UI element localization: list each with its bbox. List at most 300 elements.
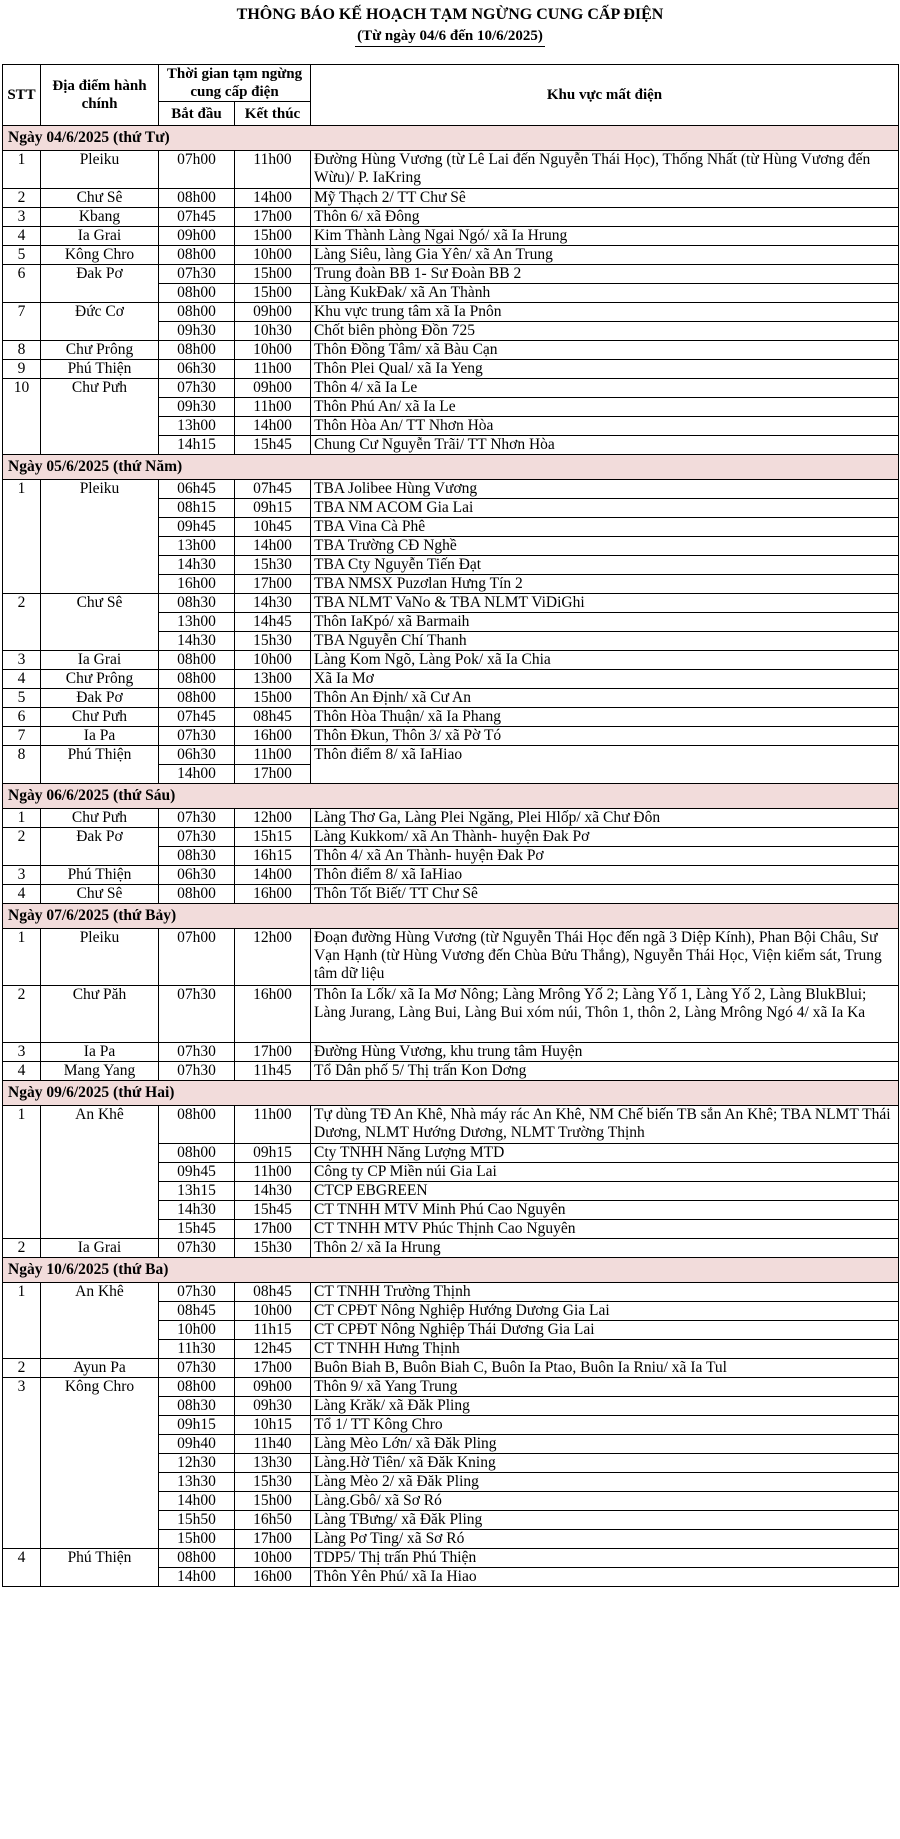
row-area: Thôn Phú An/ xã Ia Le	[311, 398, 899, 417]
row-end-time: 15h00	[235, 689, 311, 708]
row-end-time: 08h45	[235, 1283, 311, 1302]
day-header-row	[3, 455, 899, 480]
row-area: Làng Pơ Ting/ xã Sơ Ró	[311, 1530, 899, 1549]
row-end-time: 13h30	[235, 1454, 311, 1473]
row-end-time: 12h00	[235, 929, 311, 986]
row-location: Pleiku	[41, 480, 159, 594]
row-start-time: 13h15	[159, 1182, 235, 1201]
table-row	[3, 828, 899, 847]
row-start-time: 07h30	[159, 379, 235, 398]
row-area: TDP5/ Thị trấn Phú Thiện	[311, 1549, 899, 1568]
row-end-time: 10h15	[235, 1416, 311, 1435]
row-start-time: 07h30	[159, 809, 235, 828]
day-header-row	[3, 1081, 899, 1106]
table-body	[3, 126, 899, 1587]
day-label: Ngày 10/6/2025 (thứ Ba)	[3, 1258, 899, 1283]
row-end-time: 11h00	[235, 360, 311, 379]
row-end-time: 10h00	[235, 246, 311, 265]
row-start-time: 06h45	[159, 480, 235, 499]
row-start-time: 07h30	[159, 1283, 235, 1302]
header-start: Bắt đầu	[159, 102, 235, 126]
row-start-time: 14h00	[159, 1568, 235, 1587]
row-end-time: 09h15	[235, 499, 311, 518]
row-stt: 2	[3, 986, 41, 1043]
day-header-row	[3, 904, 899, 929]
row-end-time: 17h00	[235, 1530, 311, 1549]
row-location: Đức Cơ	[41, 303, 159, 341]
day-label: Ngày 04/6/2025 (thứ Tư)	[3, 126, 899, 151]
row-start-time: 07h30	[159, 1043, 235, 1062]
row-area: Làng Kom Ngõ, Làng Pok/ xã Ia Chia	[311, 651, 899, 670]
row-area: Thôn An Định/ xã Cư An	[311, 689, 899, 708]
row-location: Phú Thiện	[41, 360, 159, 379]
row-location: Kông Chro	[41, 1378, 159, 1549]
row-end-time: 11h00	[235, 151, 311, 189]
row-start-time: 14h00	[159, 765, 235, 784]
row-start-time: 09h45	[159, 518, 235, 537]
table-row	[3, 1378, 899, 1397]
row-area: Làng Thơ Ga, Làng Plei Ngăng, Plei Hlốp/ xã Chư Đôn	[311, 809, 899, 828]
row-location: Ia Pa	[41, 727, 159, 746]
row-stt: 1	[3, 151, 41, 189]
row-start-time: 06h30	[159, 866, 235, 885]
row-start-time: 08h00	[159, 303, 235, 322]
row-start-time: 08h30	[159, 847, 235, 866]
row-start-time: 07h30	[159, 986, 235, 1043]
row-start-time: 15h45	[159, 1220, 235, 1239]
row-stt: 5	[3, 246, 41, 265]
row-start-time: 07h30	[159, 1359, 235, 1378]
row-stt: 3	[3, 1043, 41, 1062]
row-location: Chư Sê	[41, 189, 159, 208]
row-end-time: 15h30	[235, 632, 311, 651]
row-start-time: 15h50	[159, 1511, 235, 1530]
row-area: Làng.Gbô/ xã Sơ Ró	[311, 1492, 899, 1511]
row-location: Chư Prông	[41, 670, 159, 689]
row-end-time: 14h45	[235, 613, 311, 632]
row-stt: 6	[3, 265, 41, 303]
row-end-time: 11h00	[235, 1106, 311, 1144]
row-end-time: 15h00	[235, 284, 311, 303]
table-row	[3, 360, 899, 379]
row-end-time: 14h00	[235, 866, 311, 885]
row-start-time: 08h15	[159, 499, 235, 518]
row-end-time: 10h45	[235, 518, 311, 537]
row-start-time: 08h45	[159, 1302, 235, 1321]
row-area: Thôn Đkun, Thôn 3/ xã Pờ Tó	[311, 727, 899, 746]
row-start-time: 08h00	[159, 284, 235, 303]
table-row	[3, 208, 899, 227]
row-area: TBA NLMT VaNo & TBA NLMT ViDiGhi	[311, 594, 899, 613]
row-start-time: 07h30	[159, 828, 235, 847]
row-area: Thôn 4/ xã Ia Le	[311, 379, 899, 398]
row-start-time: 14h30	[159, 632, 235, 651]
table-row	[3, 727, 899, 746]
row-area: TBA Cty Nguyễn Tiến Đạt	[311, 556, 899, 575]
row-end-time: 16h15	[235, 847, 311, 866]
table-row	[3, 885, 899, 904]
row-area: CT CPĐT Nông Nghiệp Hướng Dương Gia Lai	[311, 1302, 899, 1321]
row-stt: 3	[3, 651, 41, 670]
row-end-time: 09h30	[235, 1397, 311, 1416]
row-stt: 2	[3, 594, 41, 651]
table-row	[3, 1549, 899, 1568]
row-end-time: 08h45	[235, 708, 311, 727]
row-area: Thôn Yên Phú/ xã Ia Hiao	[311, 1568, 899, 1587]
row-start-time: 08h00	[159, 1549, 235, 1568]
header-end: Kết thúc	[235, 102, 311, 126]
row-area: Làng Mèo 2/ xã Đăk Pling	[311, 1473, 899, 1492]
row-location: Pleiku	[41, 929, 159, 986]
row-location: Ayun Pa	[41, 1359, 159, 1378]
day-header-row	[3, 126, 899, 151]
row-start-time: 08h00	[159, 341, 235, 360]
row-area: Thôn 9/ xã Yang Trung	[311, 1378, 899, 1397]
row-start-time: 08h00	[159, 189, 235, 208]
row-end-time: 16h00	[235, 727, 311, 746]
row-end-time: 12h00	[235, 809, 311, 828]
row-stt: 9	[3, 360, 41, 379]
row-start-time: 14h15	[159, 436, 235, 455]
table-row	[3, 1062, 899, 1081]
row-start-time: 08h00	[159, 885, 235, 904]
day-header-row	[3, 1258, 899, 1283]
row-area: Thôn Ia Lốk/ xã Ia Mơ Nông; Làng Mrông Yố 2; Làng Yố 1, Làng Yố 2, Làng BlukBlui; Làng Jurang, Làng Bui, Làng Bui xóm núi, Thôn 1, thôn 2, Làng Mrông Ngó 4/ xã Ia Ka	[311, 986, 899, 1043]
row-area: TBA Jolibee Hùng Vương	[311, 480, 899, 499]
row-area: Cty TNHH Năng Lượng MTD	[311, 1144, 899, 1163]
row-end-time: 17h00	[235, 1043, 311, 1062]
row-location: Phú Thiện	[41, 866, 159, 885]
row-end-time: 14h00	[235, 189, 311, 208]
row-end-time: 10h00	[235, 651, 311, 670]
table-row	[3, 265, 899, 284]
row-end-time: 15h30	[235, 1239, 311, 1258]
table-row	[3, 303, 899, 322]
table-row	[3, 189, 899, 208]
table-header	[3, 65, 899, 126]
row-area: Thôn 6/ xã Đông	[311, 208, 899, 227]
row-stt: 3	[3, 208, 41, 227]
row-stt: 4	[3, 1549, 41, 1587]
row-area: Buôn Biah B, Buôn Biah C, Buôn Ia Ptao, Buôn Ia Rniu/ xã Ia Tul	[311, 1359, 899, 1378]
row-area: Tự dùng TĐ An Khê, Nhà máy rác An Khê, NM Chế biến TB sắn An Khê; TBA NLMT Thái Dương, NLMT Hướng Dương, NLMT Trường Thịnh	[311, 1106, 899, 1144]
row-location: An Khê	[41, 1106, 159, 1239]
row-area: Khu vực trung tâm xã Ia Pnôn	[311, 303, 899, 322]
table-row	[3, 1043, 899, 1062]
row-area: Thôn Hòa An/ TT Nhơn Hòa	[311, 417, 899, 436]
row-location: Chư Pưh	[41, 379, 159, 455]
row-stt: 3	[3, 866, 41, 885]
row-start-time: 13h00	[159, 537, 235, 556]
row-start-time: 07h00	[159, 151, 235, 189]
row-area: Chốt biên phòng Đồn 725	[311, 322, 899, 341]
row-area: Đoạn đường Hùng Vương (từ Nguyễn Thái Học đến ngã 3 Diệp Kính), Phan Bội Châu, Sư Vạn Hạnh (từ Hùng Vương đến Chùa Bửu Thắng), Nguyễn Thái Học, Viện kiểm sát, Trung tâm dữ liệu	[311, 929, 899, 986]
row-start-time: 07h00	[159, 929, 235, 986]
row-end-time: 17h00	[235, 1220, 311, 1239]
row-stt: 7	[3, 303, 41, 341]
row-location: Kbang	[41, 208, 159, 227]
row-stt: 1	[3, 929, 41, 986]
row-location: Phú Thiện	[41, 746, 159, 784]
day-label: Ngày 05/6/2025 (thứ Năm)	[3, 455, 899, 480]
day-label: Ngày 09/6/2025 (thứ Hai)	[3, 1081, 899, 1106]
row-end-time: 10h30	[235, 322, 311, 341]
row-stt: 5	[3, 689, 41, 708]
row-end-time: 15h00	[235, 265, 311, 284]
table-row	[3, 480, 899, 499]
row-area: TBA Vina Cà Phê	[311, 518, 899, 537]
row-location: Chư Pưh	[41, 708, 159, 727]
page-subtitle: (Từ ngày 04/6 đến 10/6/2025)	[355, 26, 545, 47]
row-start-time: 10h00	[159, 1321, 235, 1340]
row-location: Chư Păh	[41, 986, 159, 1043]
row-end-time: 10h00	[235, 1549, 311, 1568]
row-area: Đường Hùng Vương, khu trung tâm Huyện	[311, 1043, 899, 1062]
row-stt: 1	[3, 480, 41, 594]
row-location: Đak Pơ	[41, 265, 159, 303]
row-start-time: 08h00	[159, 1106, 235, 1144]
row-end-time: 15h30	[235, 1473, 311, 1492]
row-area: Chung Cư Nguyễn Trãi/ TT Nhơn Hòa	[311, 436, 899, 455]
row-start-time: 07h30	[159, 727, 235, 746]
row-end-time: 17h00	[235, 575, 311, 594]
row-end-time: 17h00	[235, 1359, 311, 1378]
row-start-time: 14h00	[159, 1492, 235, 1511]
row-area: Làng.Hờ Tiên/ xã Đăk Kning	[311, 1454, 899, 1473]
row-area: Thôn Đồng Tâm/ xã Bàu Cạn	[311, 341, 899, 360]
row-start-time: 08h00	[159, 651, 235, 670]
row-stt: 1	[3, 1283, 41, 1359]
table-row	[3, 246, 899, 265]
table-row	[3, 929, 899, 986]
row-area: TBA NM ACOM Gia Lai	[311, 499, 899, 518]
row-location: An Khê	[41, 1283, 159, 1359]
row-start-time: 08h30	[159, 594, 235, 613]
row-stt: 8	[3, 341, 41, 360]
row-start-time: 13h00	[159, 613, 235, 632]
row-area: Thôn IaKpó/ xã Barmaih	[311, 613, 899, 632]
row-stt: 4	[3, 1062, 41, 1081]
row-area: Xã Ia Mơ	[311, 670, 899, 689]
table-row	[3, 866, 899, 885]
row-end-time: 15h00	[235, 227, 311, 246]
header-area: Khu vực mất điện	[311, 65, 899, 126]
header-location: Địa điểm hành chính	[41, 65, 159, 126]
row-start-time: 08h00	[159, 670, 235, 689]
row-start-time: 06h30	[159, 746, 235, 765]
row-area: Thôn Tốt Biết/ TT Chư Sê	[311, 885, 899, 904]
row-stt: 6	[3, 708, 41, 727]
row-end-time: 15h45	[235, 1201, 311, 1220]
table-row	[3, 708, 899, 727]
row-area: Đường Hùng Vương (từ Lê Lai đến Nguyễn Thái Học), Thống Nhất (từ Hùng Vương đến Wừu)/ P. IaKring	[311, 151, 899, 189]
row-area: CT TNHH Trường Thịnh	[311, 1283, 899, 1302]
row-start-time: 07h30	[159, 1239, 235, 1258]
row-end-time: 15h15	[235, 828, 311, 847]
row-location: Ia Grai	[41, 227, 159, 246]
row-area: CTCP EBGREEN	[311, 1182, 899, 1201]
row-end-time: 09h00	[235, 303, 311, 322]
table-row	[3, 1106, 899, 1144]
row-end-time: 09h00	[235, 1378, 311, 1397]
row-area: Làng KukĐak/ xã An Thành	[311, 284, 899, 303]
table-row	[3, 986, 899, 1043]
row-end-time: 16h00	[235, 885, 311, 904]
row-start-time: 09h40	[159, 1435, 235, 1454]
row-start-time: 08h00	[159, 689, 235, 708]
row-area: Làng TBưng/ xã Đăk Pling	[311, 1511, 899, 1530]
row-location: Đak Pơ	[41, 828, 159, 866]
row-location: Mang Yang	[41, 1062, 159, 1081]
row-end-time: 14h00	[235, 417, 311, 436]
row-end-time: 15h45	[235, 436, 311, 455]
table-row	[3, 689, 899, 708]
row-start-time: 07h30	[159, 265, 235, 284]
row-location: Chư Sê	[41, 594, 159, 651]
day-label: Ngày 07/6/2025 (thứ Bảy)	[3, 904, 899, 929]
row-stt: 8	[3, 746, 41, 784]
row-area: Tổ Dân phố 5/ Thị trấn Kon Dơng	[311, 1062, 899, 1081]
row-stt: 4	[3, 227, 41, 246]
table-row	[3, 809, 899, 828]
row-location: Đak Pơ	[41, 689, 159, 708]
row-start-time: 11h30	[159, 1340, 235, 1359]
table-row	[3, 1239, 899, 1258]
row-area: CT TNHH MTV Phúc Thịnh Cao Nguyên	[311, 1220, 899, 1239]
row-start-time: 09h30	[159, 398, 235, 417]
row-start-time: 16h00	[159, 575, 235, 594]
row-start-time: 09h15	[159, 1416, 235, 1435]
table-row	[3, 1359, 899, 1378]
row-start-time: 06h30	[159, 360, 235, 379]
table-row	[3, 594, 899, 613]
row-location: Chư Sê	[41, 885, 159, 904]
row-end-time: 14h30	[235, 594, 311, 613]
row-area: Thôn Plei Qual/ xã Ia Yeng	[311, 360, 899, 379]
row-end-time: 15h30	[235, 556, 311, 575]
row-area: Thôn Hòa Thuận/ xã Ia Phang	[311, 708, 899, 727]
row-stt: 1	[3, 809, 41, 828]
row-area: Kim Thành Làng Ngai Ngó/ xã Ia Hrung	[311, 227, 899, 246]
row-location: Ia Pa	[41, 1043, 159, 1062]
row-start-time: 09h45	[159, 1163, 235, 1182]
row-area: Thôn 2/ xã Ia Hrung	[311, 1239, 899, 1258]
row-end-time: 11h45	[235, 1062, 311, 1081]
row-start-time: 13h30	[159, 1473, 235, 1492]
row-area: Công ty CP Miền núi Gia Lai	[311, 1163, 899, 1182]
row-stt: 4	[3, 885, 41, 904]
row-start-time: 14h30	[159, 1201, 235, 1220]
row-end-time: 11h00	[235, 1163, 311, 1182]
row-area: Làng Mèo Lớn/ xã Đăk Pling	[311, 1435, 899, 1454]
row-area: TBA Trường CĐ Nghề	[311, 537, 899, 556]
row-area: TBA NMSX Puzơlan Hưng Tín 2	[311, 575, 899, 594]
row-end-time: 12h45	[235, 1340, 311, 1359]
row-location: Kông Chro	[41, 246, 159, 265]
table-row	[3, 151, 899, 189]
row-start-time: 13h00	[159, 417, 235, 436]
row-start-time: 15h00	[159, 1530, 235, 1549]
row-stt: 3	[3, 1378, 41, 1549]
page-title: THÔNG BÁO KẾ HOẠCH TẠM NGỪNG CUNG CẤP ĐIỆN	[236, 6, 664, 23]
row-area: Thôn điểm 8/ xã IaHiao	[311, 866, 899, 885]
row-area: Thôn điểm 8/ xã IaHiao	[311, 746, 899, 784]
row-location: Ia Grai	[41, 651, 159, 670]
row-start-time: 08h00	[159, 1378, 235, 1397]
row-location: Ia Grai	[41, 1239, 159, 1258]
outage-schedule-table	[2, 64, 899, 1587]
row-start-time: 07h45	[159, 208, 235, 227]
row-start-time: 12h30	[159, 1454, 235, 1473]
row-area: Làng Krăk/ xã Đăk Pling	[311, 1397, 899, 1416]
row-location: Pleiku	[41, 151, 159, 189]
row-end-time: 14h00	[235, 537, 311, 556]
row-area: TBA Nguyễn Chí Thanh	[311, 632, 899, 651]
row-start-time: 08h00	[159, 246, 235, 265]
row-end-time: 10h00	[235, 1302, 311, 1321]
row-stt: 10	[3, 379, 41, 455]
row-area: Tổ 1/ TT Kông Chro	[311, 1416, 899, 1435]
row-end-time: 09h15	[235, 1144, 311, 1163]
row-end-time: 07h45	[235, 480, 311, 499]
row-end-time: 16h00	[235, 1568, 311, 1587]
row-end-time: 13h00	[235, 670, 311, 689]
row-start-time: 07h30	[159, 1062, 235, 1081]
row-end-time: 09h00	[235, 379, 311, 398]
day-label: Ngày 06/6/2025 (thứ Sáu)	[3, 784, 899, 809]
row-stt: 2	[3, 828, 41, 866]
title-block	[0, 0, 900, 48]
table-row	[3, 651, 899, 670]
row-location: Chư Prông	[41, 341, 159, 360]
row-end-time: 11h00	[235, 398, 311, 417]
row-area: CT TNHH MTV Minh Phú Cao Nguyên	[311, 1201, 899, 1220]
row-stt: 2	[3, 1359, 41, 1378]
table-row	[3, 746, 899, 765]
row-start-time: 08h00	[159, 1144, 235, 1163]
table-row	[3, 1283, 899, 1302]
row-start-time: 14h30	[159, 556, 235, 575]
row-stt: 2	[3, 1239, 41, 1258]
row-start-time: 09h00	[159, 227, 235, 246]
row-stt: 1	[3, 1106, 41, 1239]
row-area: CT TNHH Hưng Thịnh	[311, 1340, 899, 1359]
row-start-time: 08h30	[159, 1397, 235, 1416]
row-location: Chư Pưh	[41, 809, 159, 828]
row-end-time: 16h00	[235, 986, 311, 1043]
row-stt: 7	[3, 727, 41, 746]
row-end-time: 14h30	[235, 1182, 311, 1201]
row-end-time: 17h00	[235, 765, 311, 784]
header-time-group: Thời gian tạm ngừng cung cấp điện	[159, 65, 311, 102]
row-end-time: 11h00	[235, 746, 311, 765]
row-location: Phú Thiện	[41, 1549, 159, 1587]
row-start-time: 07h45	[159, 708, 235, 727]
row-area: Trung đoàn BB 1- Sư Đoàn BB 2	[311, 265, 899, 284]
table-row	[3, 379, 899, 398]
row-area: Mỹ Thạch 2/ TT Chư Sê	[311, 189, 899, 208]
table-row	[3, 670, 899, 689]
row-end-time: 10h00	[235, 341, 311, 360]
row-end-time: 16h50	[235, 1511, 311, 1530]
row-area: Thôn 4/ xã An Thành- huyện Đak Pơ	[311, 847, 899, 866]
row-end-time: 11h15	[235, 1321, 311, 1340]
row-end-time: 15h00	[235, 1492, 311, 1511]
row-stt: 4	[3, 670, 41, 689]
row-start-time: 09h30	[159, 322, 235, 341]
row-stt: 2	[3, 189, 41, 208]
table-row	[3, 341, 899, 360]
